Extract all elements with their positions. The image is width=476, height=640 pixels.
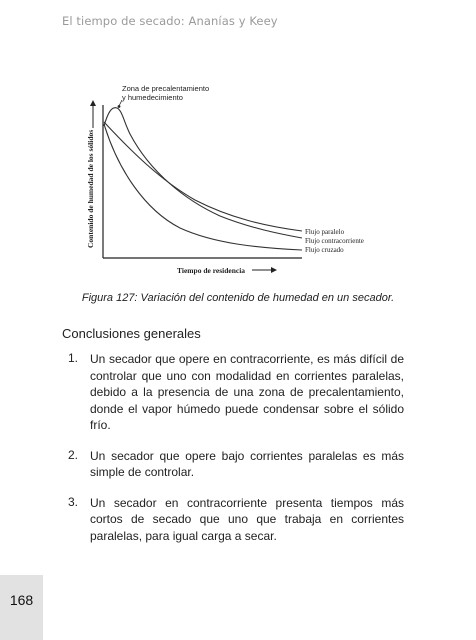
list-item xyxy=(62,351,404,434)
list-item-number: 2. xyxy=(68,447,79,462)
annotation-line-2: y humedecimiento xyxy=(122,93,183,102)
series-line-flujo-cruzado xyxy=(104,124,302,250)
list-item xyxy=(62,448,404,481)
list-item-number: 1. xyxy=(68,351,79,365)
list-item-text: Un secador en contracorriente presenta tiempos más cortos de secado que uno que trabaja en corrientes paralelas, para igual carga a secar. xyxy=(90,495,404,543)
list-item-text: Un secador que opere bajo corrientes paralelas es más simple de controlar. xyxy=(90,448,404,479)
x-axis-arrowhead xyxy=(271,267,277,273)
page-number: 168 xyxy=(9,592,34,608)
annotation-dot xyxy=(118,105,121,108)
y-axis-label: Contenido de humedad de los sólidos xyxy=(86,129,95,248)
list-item-number: 3. xyxy=(68,494,79,509)
running-header: El tiempo de secado: Ananías y Keey xyxy=(62,14,278,28)
annotation-pointer xyxy=(119,100,122,106)
section-heading: Conclusiones generales xyxy=(62,326,201,341)
x-axis-label: Tiempo de residencia xyxy=(177,266,246,275)
series-line-flujo-contracorriente xyxy=(104,108,302,238)
conclusions-list xyxy=(62,351,404,558)
list-item xyxy=(62,495,404,545)
legend-flujo-cruzado: Flujo cruzado xyxy=(305,246,344,254)
legend-flujo-contracorriente: Flujo contracorriente xyxy=(305,237,364,245)
y-axis-arrowhead xyxy=(90,100,96,106)
list-item-text: Un secador que opere en contracorriente, es más difícil de controlar que uno con modalidad en corrientes paralelas, debido a la presencia de una zona de precalentamiento, donde el vapor húmedo puede condensar sobre el sólido frío. xyxy=(90,352,404,432)
drying-curves-figure xyxy=(0,0,476,290)
figure-caption: Figura 127: Variación del contenido de humedad en un secador. xyxy=(81,292,395,304)
legend-flujo-paralelo: Flujo paralelo xyxy=(305,228,345,236)
annotation-line-1: Zona de precalentamiento xyxy=(122,84,210,93)
series-line-flujo-paralelo xyxy=(104,122,302,231)
